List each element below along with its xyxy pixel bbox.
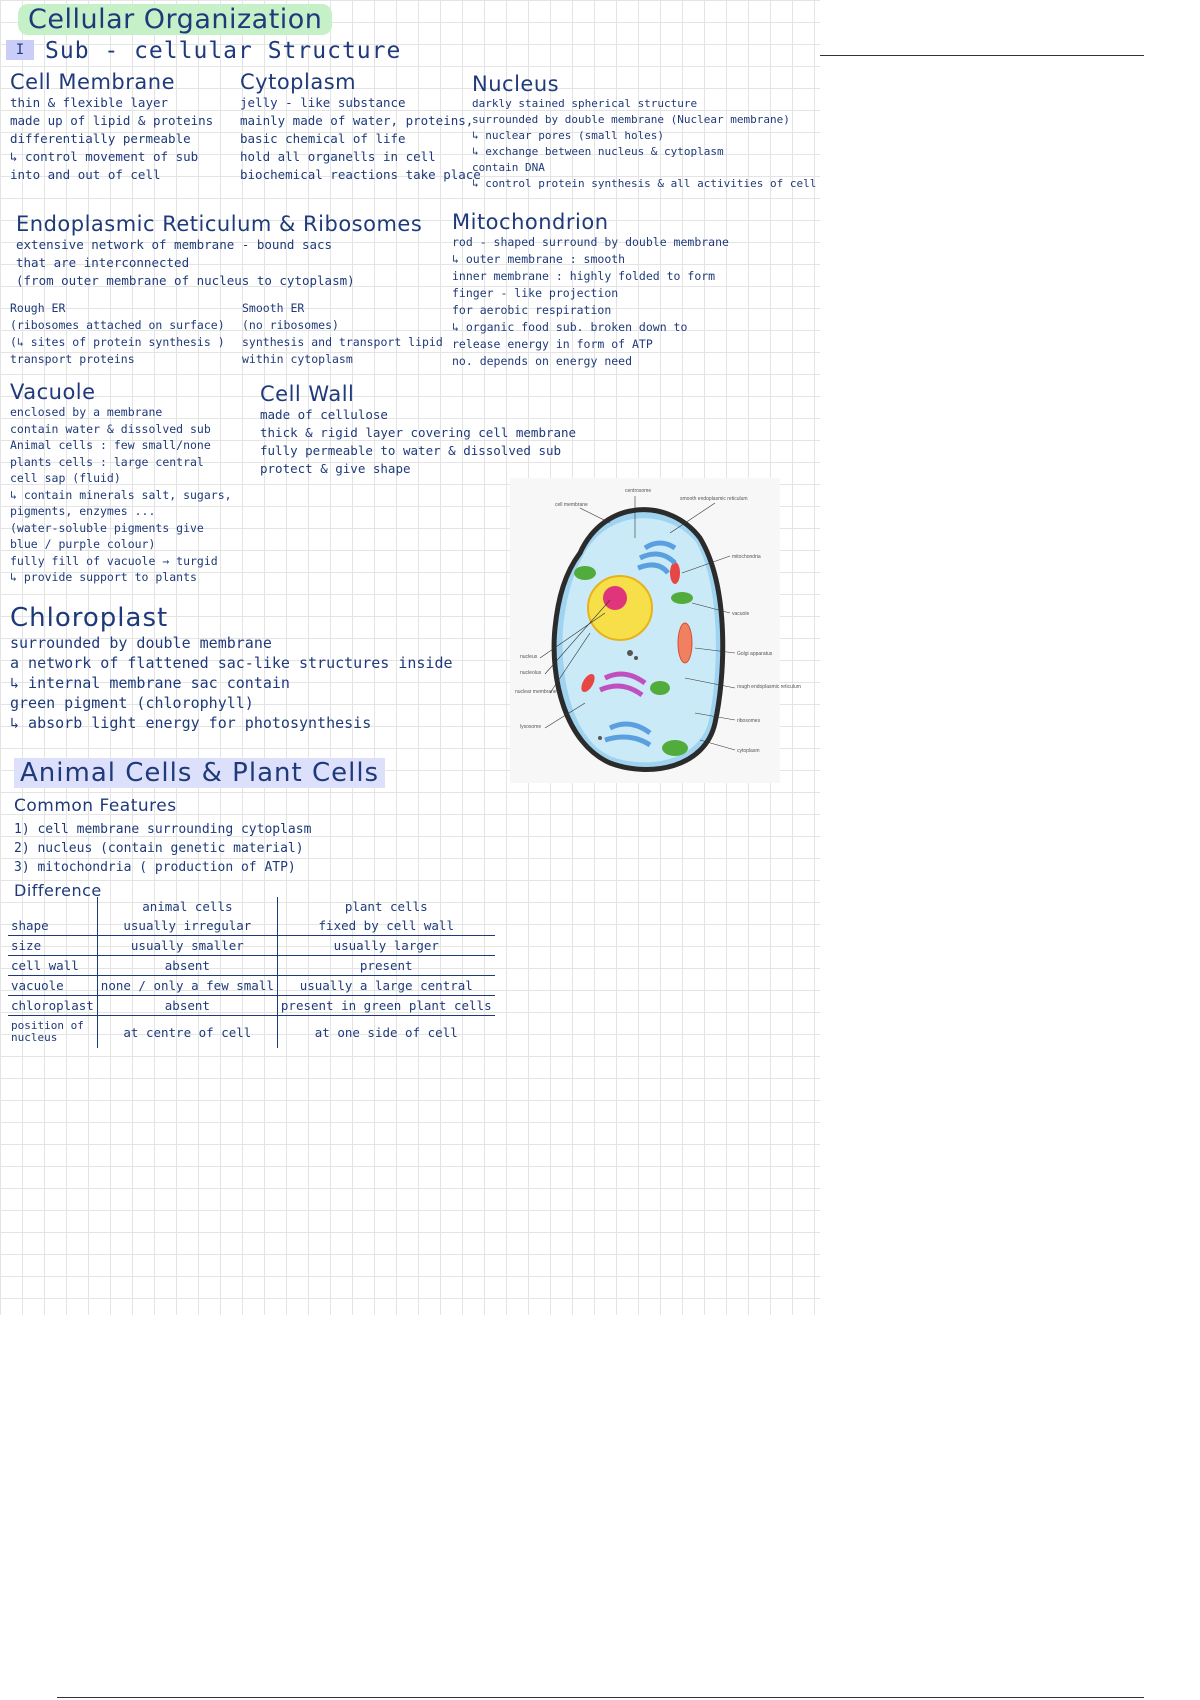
mitochondrion-heading: Mitochondrion — [452, 210, 609, 234]
note-line: darkly stained spherical structure — [472, 97, 698, 110]
note-line: plants cells : large central — [10, 454, 204, 469]
note-line: transport proteins — [10, 352, 135, 366]
animal-cell-diagram — [510, 478, 801, 783]
cell-membrane-heading: Cell Membrane — [10, 70, 175, 94]
note-line: thin & flexible layer — [10, 95, 169, 110]
plant-cell-value: usually larger — [277, 936, 494, 956]
cytoplasm-notes — [240, 94, 481, 184]
table-row — [8, 976, 495, 996]
animal-cell-value: none / only a few small — [97, 976, 277, 996]
note-line: into and out of cell — [10, 167, 161, 182]
note-line: ↳ nuclear pores (small holes) — [472, 129, 665, 142]
note-line: (ribosomes attached on surface) — [10, 318, 225, 332]
er-notes — [16, 236, 422, 290]
cell-membrane-block — [10, 70, 213, 184]
note-line: ↳ control protein synthesis & all activities of cell — [472, 177, 817, 190]
note-line: Rough ER — [10, 301, 66, 315]
note-line: within cytoplasm — [242, 352, 353, 366]
nucleus-heading: Nucleus — [472, 72, 560, 96]
note-line: release energy in form of ATP — [452, 337, 653, 351]
note-line: (↳ sites of protein synthesis ) — [10, 335, 225, 349]
cell-wall-heading: Cell Wall — [260, 382, 355, 406]
note-line: no. depends on energy need — [452, 354, 633, 368]
note-line: made up of lipid & proteins — [10, 113, 214, 128]
column-header-plant: plant cells — [344, 899, 428, 914]
note-line: inner membrane : highly folded to form — [452, 269, 716, 283]
note-line: for aerobic respiration — [452, 303, 612, 317]
row-label: cell wall — [8, 956, 97, 976]
diagram-label: nucleolus — [520, 670, 542, 676]
vacuole-block — [10, 380, 232, 586]
smooth-er-notes — [242, 300, 443, 368]
difference-heading: Difference — [14, 881, 102, 900]
note-line: ↳ contain minerals salt, sugars, — [10, 487, 232, 502]
note-line: ↳ exchange between nucleus & cytoplasm — [472, 145, 724, 158]
table-row — [8, 996, 495, 1016]
cytoplasm-heading: Cytoplasm — [240, 70, 357, 94]
note-line: ↳ outer membrane : smooth — [452, 252, 626, 266]
note-line: a network of flattened sac-like structures inside — [10, 654, 453, 672]
table-header-row — [8, 897, 495, 916]
animal-cell-value: at centre of cell — [97, 1016, 277, 1049]
diagram-label: Golgi apparatus — [737, 651, 773, 657]
note-line: fully permeable to water & dissolved sub — [260, 443, 562, 458]
note-line: that are interconnected — [16, 255, 190, 270]
note-line: mainly made of water, proteins, — [240, 113, 474, 128]
note-line: finger - like projection — [452, 286, 619, 300]
chloroplast-block — [10, 603, 453, 733]
note-line: contain DNA — [472, 161, 545, 174]
diagram-label: nucleus — [520, 654, 538, 660]
note-line: rod - shaped surround by double membrane — [452, 235, 729, 249]
note-line: ↳ absorb light energy for photosynthesis — [10, 714, 372, 732]
chloroplast-heading: Chloroplast — [10, 603, 169, 633]
diagram-label: smooth endoplasmic reticulum — [680, 496, 748, 502]
row-label: position of nucleus — [8, 1016, 97, 1049]
diagram-label: mitochondria — [732, 554, 761, 560]
note-line: contain water & dissolved sub — [10, 421, 211, 436]
animal-plant-block — [14, 758, 385, 900]
chloroplast-notes — [10, 633, 453, 733]
note-line: pigments, enzymes ... — [10, 504, 156, 518]
cell-wall-block — [260, 382, 576, 478]
note-line: (water-soluble pigments give — [10, 520, 204, 535]
note-line: green pigment (chlorophyll) — [10, 694, 254, 712]
animal-cell-value: absent — [97, 996, 277, 1016]
table-row — [8, 916, 495, 936]
note-line: thick & rigid layer covering cell membrane — [260, 425, 577, 440]
note-line: enclosed by a membrane — [10, 405, 163, 419]
list-item: 1) cell membrane surrounding cytoplasm — [14, 822, 312, 837]
note-line: ↳ organic food sub. broken down to — [452, 320, 688, 334]
note-line: hold all organells in cell — [240, 149, 436, 164]
note-line: Animal cells : few small/none — [10, 438, 211, 452]
rough-er-notes — [10, 300, 225, 368]
animal-cell-value: usually smaller — [97, 936, 277, 956]
table-row — [8, 936, 495, 956]
header-rule — [820, 55, 1144, 56]
diagram-label: lysosome — [520, 724, 542, 730]
column-header-animal: animal cells — [97, 897, 277, 916]
nucleus-notes — [472, 96, 816, 192]
note-line: synthesis and transport lipid — [242, 335, 443, 349]
cytoplasm-block — [240, 70, 481, 184]
table-corner — [8, 897, 97, 916]
note-line: (from outer membrane of nucleus to cytoplasm) — [16, 273, 355, 288]
common-features-list — [14, 820, 385, 877]
section-number: I — [6, 40, 34, 60]
cell-wall-notes — [260, 406, 576, 478]
section-title: Sub - cellular Structure — [45, 38, 402, 64]
animal-plant-heading-text: Animal Cells & Plant Cells — [14, 758, 385, 788]
footer-rule — [57, 1697, 1144, 1698]
note-line: basic chemical of life — [240, 131, 406, 146]
row-label: size — [8, 936, 97, 956]
nucleus-block — [472, 72, 816, 192]
note-line: surrounded by double membrane (Nuclear membrane) — [472, 113, 790, 126]
note-line: surrounded by double membrane — [10, 634, 272, 652]
note-line: ↳ provide support to plants — [10, 570, 197, 584]
note-line: cell sap (fluid) — [10, 471, 121, 485]
plant-cell-value: present in green plant cells — [277, 996, 494, 1016]
row-label: vacuole — [8, 976, 97, 996]
table-row — [8, 1016, 495, 1049]
note-line: differentially permeable — [10, 131, 191, 146]
note-line: fully fill of vacuole → turgid — [10, 553, 218, 568]
diagram-label: cell membrane — [555, 502, 588, 508]
row-label: chloroplast — [8, 996, 97, 1016]
diagram-label: centrosome — [625, 488, 652, 494]
note-line: Smooth ER — [242, 301, 305, 315]
note-line: ↳ internal membrane sac contain — [10, 674, 290, 692]
note-line: extensive network of membrane - bound sacs — [16, 237, 333, 252]
vacuole-heading: Vacuole — [10, 380, 96, 404]
animal-cell-illustration — [510, 478, 801, 783]
note-line: jelly - like substance — [240, 95, 406, 110]
note-line: (no ribosomes) — [242, 318, 339, 332]
mitochondrion-notes — [452, 234, 729, 370]
er-heading: Endoplasmic Reticulum & Ribosomes — [16, 212, 423, 236]
list-item: 2) nucleus (contain genetic material) — [14, 841, 304, 856]
note-line: protect & give shape — [260, 461, 411, 476]
animal-cell-value: absent — [97, 956, 277, 976]
animal-cell-value: usually irregular — [97, 916, 277, 936]
vacuole-notes — [10, 404, 232, 586]
list-item: 3) mitochondria ( production of ATP) — [14, 860, 296, 875]
note-line: biochemical reactions take place — [240, 167, 481, 182]
cell-membrane-notes — [10, 94, 213, 184]
note-line: blue / purple colour) — [10, 537, 156, 551]
er-block — [16, 212, 422, 290]
diagram-label: vacuole — [732, 611, 750, 617]
note-line: ↳ control movement of sub — [10, 149, 199, 164]
plant-cell-value: usually a large central — [277, 976, 494, 996]
diagram-label: cytoplasm — [737, 748, 760, 754]
plant-cell-value: at one side of cell — [314, 1024, 458, 1040]
diagram-label: rough endoplasmic reticulum — [737, 684, 801, 690]
diagram-label: nuclear membrane — [515, 689, 557, 695]
mitochondrion-block — [452, 210, 729, 370]
plant-cell-value: present — [277, 956, 494, 976]
note-line: made of cellulose — [260, 407, 388, 422]
diagram-label: ribosomes — [737, 718, 761, 724]
common-features-heading: Common Features — [14, 796, 177, 816]
table-row — [8, 956, 495, 976]
difference-table — [8, 897, 495, 1048]
animal-plant-heading — [14, 758, 385, 788]
plant-cell-value: fixed by cell wall — [277, 916, 494, 936]
row-label: shape — [8, 916, 97, 936]
page-title: Cellular Organization — [18, 4, 332, 35]
